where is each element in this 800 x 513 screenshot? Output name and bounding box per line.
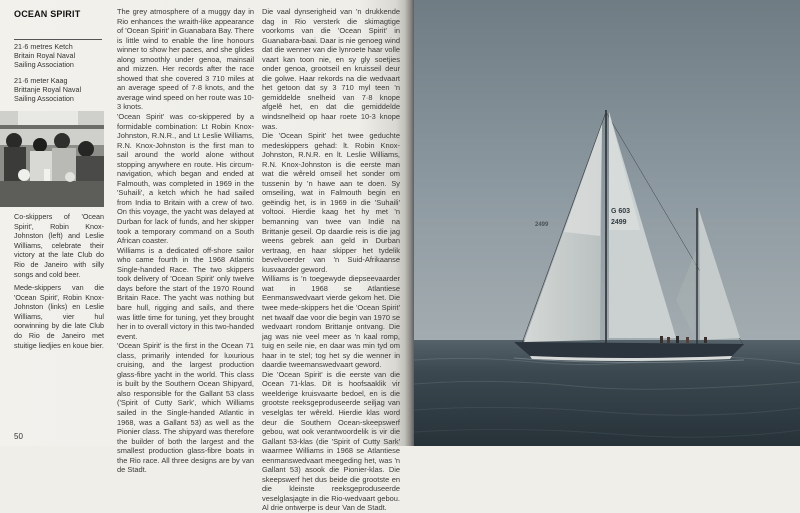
spec-line: Sailing Association	[14, 60, 74, 69]
paragraph: Williams is 'n toegewyde diepseevaarder wat in 1968 se Atlantiese Eenmanswedvaart vierde gekom het. Die twee mede-skippers het die 'Ocean Spirit' net twaalf dae voor die begin van 1970 se wedvaart rondom Brittanje ontvang. Die jag was nie veel meer as 'n kaal romp, tuig en seile nie, en daar was min tyd om haar in te stel; tog het sy die wenner in daardie tweemanswedvaart geword.	[262, 274, 400, 370]
spec-line: Britain Royal Naval	[14, 51, 76, 60]
paragraph: The grey atmosphere of a muggy day in Rio enhances the wraith-like appearance of 'Ocean Spirit' in Guanabara Bay. There is little wind to enable the line honours winner to show her paces, and she glides along smoothly under genoa, mainsail and mizzen. Her records after the race showed that she covered 3 710 miles at an average speed of 7·8 knots, and the average wind speed on her route was 10-3 knots.	[117, 7, 254, 112]
spec-divider	[14, 39, 102, 40]
paragraph: Die vaal dynserigheid van 'n drukkende dag in Rio versterk die skimagtige voorkoms van die 'Ocean Spirit' in Guanabara-baai. Daar is nie genoeg wind dat die wenner van die lynroete haar volle vaart kan toon nie, en sy gly soetjies onder genoa, grootseil en kruisseil deur die golwe. Haar rekords na die wedvaart het getoon dat sy 3 710 myl teen 'n gemiddelde snelheid van 7·8 knope afgelê het, en dat die gemiddelde windsnelheid op haar roete 10-3 knope was.	[262, 7, 400, 131]
crew-photo	[0, 111, 104, 207]
sail-number: 2499	[611, 219, 627, 226]
spec-line: 21·6 meter Kaag	[14, 76, 68, 85]
page-title: OCEAN SPIRIT	[14, 9, 81, 19]
page-number: 50	[14, 432, 23, 441]
sail-number: G 603	[611, 208, 631, 215]
spec-line: Brittanje Royal Naval	[14, 85, 82, 94]
specs-english	[14, 42, 75, 69]
article-column-afrikaans	[262, 7, 400, 513]
photo-caption-afrikaans: Mede-skippers van die 'Ocean Spirit', Robin Knox-Johnston (links) en Leslie Williams, vier hul oorwinning by die late Club do Rio de Janeiro met stuitige liedjies en koue bier.	[14, 283, 104, 350]
sail-number: 2499	[535, 222, 549, 228]
paragraph: 'Ocean Spirit' is the first in the Ocean 71 class, primarily intended for luxurious cruising, and the largest production glass-fibre yacht in the world. This class is built by the Southern Ocean Shipyard, also responsible for the Gallant 53 class ('Spirit of Cutty Sark', which Williams sailed in the Single-handed Atlantic in 1968, was a Gallant 53) as well as the Pionier class. The shipyard was therefore the builder of both the largest and the smallest production glass-fibre boats in the Rio race. All three designs are by van de Stadt.	[117, 341, 254, 475]
article-column-english	[117, 7, 254, 475]
spec-line: Sailing Association	[14, 94, 74, 103]
spec-line: 21·6 metres Ketch	[14, 42, 73, 51]
paragraph: Williams is a dedicated off-shore sailor who came fourth in the 1968 Atlantic Single-handed Race. The two skippers took delivery of 'Ocean Spirit' only twelve days before the start of the 1970 Round Britain Race. The yacht was nothing but bare hull, rigging and sails, and there was little time for tuning, yet they brought her in to overall victory in this two-handed event.	[117, 245, 254, 341]
paragraph: Die 'Ocean Spirit' is die eerste van die Ocean 71-klas. Dit is hoofsaaklik vir weelderige kruisvaarte bedoel, en is die grootste reeksgeproduseerde seiljag van veselglas ter wêreld. Hierdie klas word deur die Southern Ocean-skeepswerf gebou, wat ook verantwoordelik is vir die Gallant 53-klas (die 'Spirit of Cutty Sark' waarmee Williams in 1968 se Atlantiese eenmanswedvaart meegeding het, was 'n Gallant 53) asook die Pionier-klas. Die skeepswerf het dus beide die grootste en die kleinste reeksgeproduseerde veselglasjagte in die Rio-wedvaart gebou. Al drie ontwerpe is deur Van de Stadt.	[262, 369, 400, 513]
paragraph: 'Ocean Spirit' was co-skippered by a formidable combination: Lt Robin Knox-Johnston, R.N.R., and Lt Leslie Williams, R.N. Knox-Johnston is the first man to sail around the world alone without stopping anywhere en route. His circum-navigation, which began and ended at Falmouth, was completed in 1969 in the 'Suhaili', a ketch which he had sailed from India to Britain with a crew of two. On this voyage, the yacht was delayed at Durban for lack of funds, and her skipper took a temporary command on a South African coaster.	[117, 112, 254, 246]
paragraph: Die 'Ocean Spirit' het twee geduchte medeskippers gehad: lt. Robin Knox-Johnston, R.N.R. en lt. Leslie Williams, R.N. Knox-Johnston is die eerste man wat die wêreld omseil het sonder om tussenin by 'n hawe aan te doen. Sy omseiling, wat in Falmouth begin en geëindig het, is in 1969 in die 'Suhaili' voltooi. Hierdie kaag het hy met 'n bemanning van twee van Indië na Brittanje geseil. Op daardie reis is die jag weens gebrek aan geld in Durban vertraag, en haar skipper het tydelik bevelvoerder van 'n Suid-Afrikaanse kusvaarder geword.	[262, 131, 400, 274]
photo-caption-english: Co-skippers of 'Ocean Spirit', Robin Knox-Johnston (left) and Leslie Williams, celebrate their victory at the late Club do Rio de Janeiro with silly songs and cold beer.	[14, 212, 104, 279]
specs-afrikaans	[14, 76, 81, 103]
yacht-photo	[414, 0, 800, 446]
